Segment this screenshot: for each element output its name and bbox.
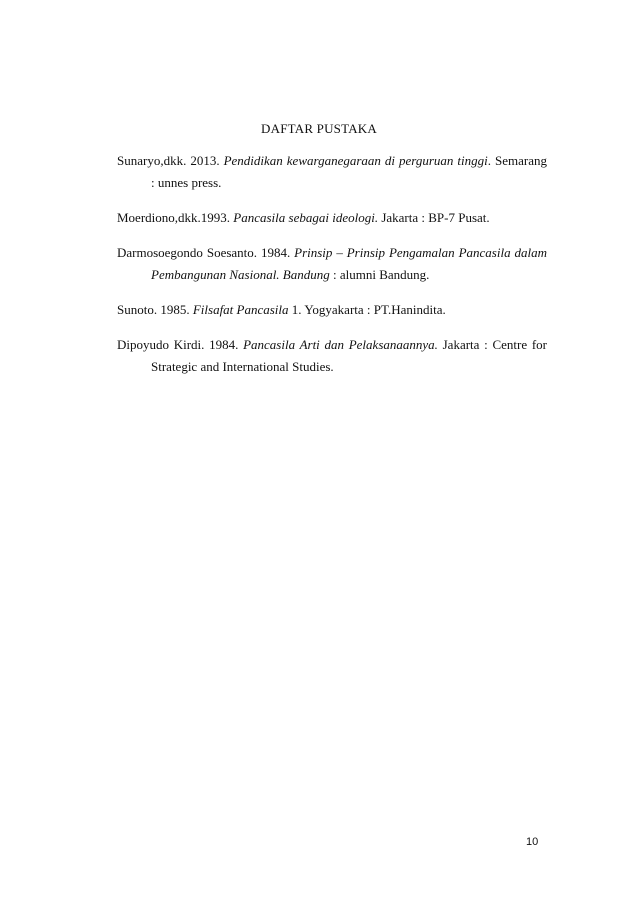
- reference-entry: [117, 299, 547, 321]
- reference-work-title: Pancasila sebagai ideologi.: [233, 210, 379, 225]
- reference-author-year: Darmosoegondo Soesanto. 1984.: [117, 245, 295, 260]
- reference-work-title: Pancasila Arti dan Pelaksanaannya.: [243, 337, 438, 352]
- reference-publisher: Jakarta : Centre for Strategic and International Studies.: [151, 337, 548, 374]
- page-number: 10: [526, 836, 539, 848]
- reference-work-title: Filsafat Pancasila: [192, 302, 289, 317]
- reference-entry: [117, 150, 547, 194]
- reference-publisher: . Semarang : unnes press.: [151, 153, 547, 190]
- reference-entry: [117, 334, 547, 378]
- reference-work-title: Prinsip – Prinsip Pengamalan Pancasila dalam Pembangunan Nasional. Bandung: [151, 245, 547, 282]
- reference-entry: [117, 242, 547, 286]
- reference-author-year: Moerdiono,dkk.1993.: [117, 210, 234, 225]
- reference-publisher: 1. Yogyakarta : PT.Hanindita.: [288, 302, 446, 317]
- reference-list: [117, 150, 547, 391]
- reference-publisher: Jakarta : BP-7 Pusat.: [378, 210, 490, 225]
- reference-author-year: Sunoto. 1985.: [117, 302, 193, 317]
- reference-work-title: Pendidikan kewarganegaraan di perguruan tinggi: [223, 153, 488, 168]
- reference-entry: [117, 207, 547, 229]
- reference-author-year: Sunaryo,dkk. 2013.: [117, 153, 224, 168]
- reference-publisher: : alumni Bandung.: [329, 267, 430, 282]
- page-title: DAFTAR PUSTAKA: [261, 121, 377, 136]
- reference-author-year: Dipoyudo Kirdi. 1984.: [117, 337, 244, 352]
